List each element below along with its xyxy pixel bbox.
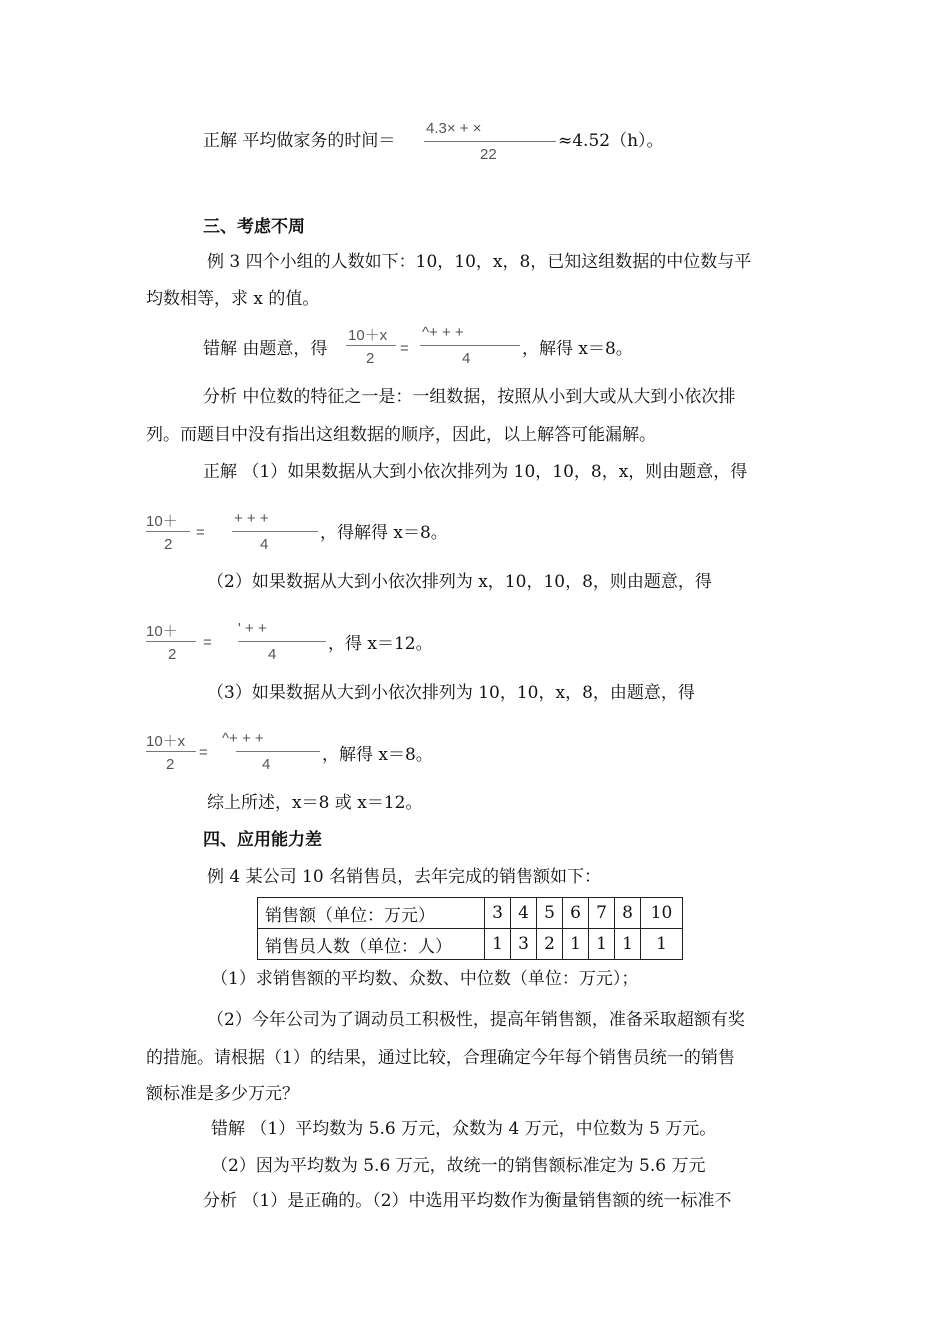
table-cell: 1: [563, 929, 589, 960]
fraction-denominator: 4: [462, 350, 471, 367]
correct-solution-label: 正解 平均做家务的时间＝: [203, 131, 396, 151]
fraction-numerator: ^+ + +: [422, 324, 464, 341]
fraction-bar: [146, 531, 190, 532]
summary-line: 综上所述，x＝8 或 x＝12。: [207, 793, 423, 813]
table-cell: 4: [511, 898, 537, 929]
case3-rhs-fraction: [222, 730, 320, 778]
equals-sign: =: [400, 340, 409, 357]
analysis4-line: 分析 （1）是正确的。（2）中选用平均数作为衡量销售额的统一标准不: [203, 1191, 732, 1211]
row-label: 销售员人数（单位：人）: [258, 929, 485, 960]
fraction-numerator: + + +: [234, 510, 269, 527]
row-label: 销售额（单位：万元）: [258, 898, 485, 929]
wrong-result: ，解得 x＝8。: [522, 339, 633, 359]
table-cell: 3: [511, 929, 537, 960]
question2-line2: 的措施。请根据（1）的结果，通过比较，合理确定今年每个销售员统一的销售: [146, 1048, 735, 1068]
case1-rhs-fraction: [232, 510, 318, 558]
wrong-lhs-fraction: [346, 324, 396, 372]
fraction-denominator: 2: [164, 536, 173, 553]
fraction-bar: [420, 345, 520, 346]
analysis-line2: 列。而题目中没有指出这组数据的顺序，因此，以上解答可能漏解。: [146, 425, 656, 445]
fraction-numerator: ' + +: [238, 620, 267, 637]
section3-heading: 三、考虑不周: [203, 217, 305, 237]
case1-line: 正解 （1）如果数据从大到小依次排列为 10，10，8，x，则由题意，得: [203, 462, 748, 482]
fraction-numerator: 4.3× + ×: [426, 120, 482, 137]
fraction-denominator: 4: [262, 756, 271, 773]
case3-result: ，解得 x＝8。: [322, 745, 433, 765]
wrong-solution4-line2: （2）因为平均数为 5.6 万元，故统一的销售额标准定为 5.6 万元: [211, 1156, 706, 1176]
fraction-bar: [424, 141, 556, 142]
table-cell: 1: [641, 929, 683, 960]
case3-lhs-fraction: [146, 730, 196, 778]
analysis-line1: 分析 中位数的特征之一是：一组数据，按照从小到大或从大到小依次排: [203, 387, 736, 407]
fraction-denominator: 2: [168, 646, 177, 663]
fraction-numerator: 10＋: [146, 513, 178, 530]
table-cell: 1: [589, 929, 615, 960]
fraction-bar: [236, 751, 320, 752]
fraction-numerator: ^+ + +: [222, 730, 264, 747]
fraction-bar: [346, 345, 396, 346]
case2-result: ，得 x＝12。: [328, 634, 433, 654]
time-fraction: [424, 118, 556, 168]
case3-line: （3）如果数据从大到小依次排列为 10，10，x，8，由题意，得: [207, 683, 695, 703]
section4-heading: 四、应用能力差: [203, 830, 322, 850]
example3-line1: 例 3 四个小组的人数如下：10，10，x，8，已知这组数据的中位数与平: [207, 252, 752, 272]
table-row: [258, 898, 683, 929]
table-cell: 8: [615, 898, 641, 929]
fraction-numerator: 10＋: [146, 623, 178, 640]
wrong-rhs-fraction: [420, 324, 520, 372]
fraction-denominator: 4: [268, 646, 277, 663]
sales-table: [257, 897, 683, 960]
table-cell: 1: [615, 929, 641, 960]
table-cell: 5: [537, 898, 563, 929]
fraction-bar: [146, 641, 196, 642]
table-cell: 3: [485, 898, 511, 929]
wrong-solution4-line1: 错解 （1）平均数为 5.6 万元，众数为 4 万元，中位数为 5 万元。: [211, 1119, 717, 1139]
fraction-denominator: 22: [480, 146, 497, 163]
equals-sign: =: [199, 744, 208, 761]
table-cell: 10: [641, 898, 683, 929]
question1-line: （1）求销售额的平均数、众数、中位数（单位：万元）；: [211, 969, 639, 989]
case2-line: （2）如果数据从大到小依次排列为 x，10，10，8，则由题意，得: [207, 572, 712, 592]
fraction-numerator: 10＋x: [146, 733, 186, 750]
table-cell: 6: [563, 898, 589, 929]
table-cell: 2: [537, 929, 563, 960]
case2-lhs-fraction: [146, 620, 196, 668]
time-result: ≈4.52（h）。: [558, 131, 664, 151]
table-cell: 1: [485, 929, 511, 960]
example4-line: 例 4 某公司 10 名销售员，去年完成的销售额如下：: [207, 867, 602, 887]
table-cell: 7: [589, 898, 615, 929]
equals-sign: =: [203, 634, 212, 651]
fraction-denominator: 4: [260, 536, 269, 553]
question2-line3: 额标准是多少万元？: [146, 1084, 299, 1104]
case1-lhs-fraction: [146, 510, 190, 558]
fraction-numerator: 10＋x: [348, 327, 388, 344]
table-row: [258, 929, 683, 960]
fraction-bar: [232, 531, 318, 532]
fraction-denominator: 2: [366, 350, 375, 367]
equals-sign: =: [196, 524, 205, 541]
case2-rhs-fraction: [238, 620, 326, 668]
case1-result: ，得解得 x＝8。: [320, 523, 448, 543]
fraction-bar: [146, 751, 196, 752]
fraction-denominator: 2: [166, 756, 175, 773]
fraction-bar: [238, 641, 326, 642]
example3-line2: 均数相等，求 x 的值。: [146, 289, 320, 309]
wrong-solution-label: 错解 由题意，得: [203, 339, 328, 359]
question2-line1: （2）今年公司为了调动员工积极性，提高年销售额，准备采取超额有奖: [207, 1010, 745, 1030]
